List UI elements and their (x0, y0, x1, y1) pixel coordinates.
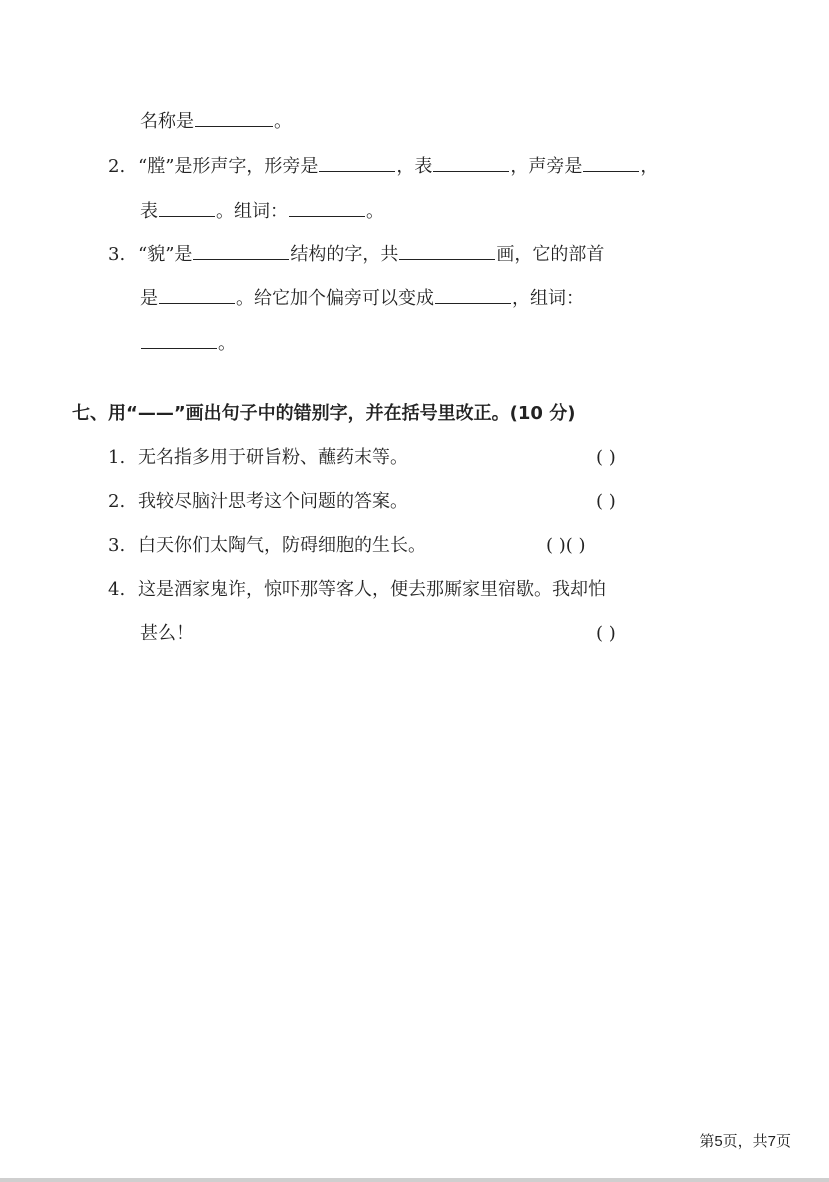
q2-text-e: 表 (140, 201, 158, 222)
s7-item-2 (108, 490, 408, 514)
q2-text-g: 。 (366, 201, 384, 222)
q3-line-2 (140, 285, 584, 309)
q1-continuation-line (140, 108, 292, 132)
page-number: 第5页，共7页 (699, 1133, 791, 1150)
s7-item-3-answer-paren[interactable]: ( )( ) (546, 535, 586, 556)
q3-blank-1[interactable] (193, 241, 289, 260)
q2-number: 2. (108, 156, 126, 177)
q2-text-f: 。组词： (216, 201, 288, 222)
s7-item-2-text: 我较尽脑汁思考这个问题的答案。 (138, 491, 408, 512)
q2-blank-2[interactable] (433, 153, 509, 172)
q3-text-b: 结构的字，共 (290, 244, 399, 265)
q3-line-3 (140, 330, 236, 354)
s7-item-2-number: 2. (108, 491, 126, 512)
q2-blank-5[interactable] (289, 198, 365, 217)
s7-item-4-text: 这是酒家鬼诈，惊吓那等客人，便去那厮家里宿歇。我却怕 (138, 579, 606, 600)
q1-text-b: 。 (274, 111, 292, 132)
q3-text-f: ，组词： (512, 288, 584, 309)
q2-blank-1[interactable] (319, 153, 395, 172)
q3-text-c: 画，它的部首 (496, 244, 605, 265)
s7-item-2-answer-paren[interactable]: ( ) (596, 491, 616, 512)
q1-blank[interactable] (195, 108, 273, 127)
q2-line-2 (140, 198, 384, 222)
q3-number: 3. (108, 244, 126, 265)
q3-blank-3[interactable] (159, 285, 235, 304)
q3-text-g: 。 (218, 333, 236, 354)
q3-text-e: 。给它加个偏旁可以变成 (236, 288, 434, 309)
q3-text-d: 是 (140, 288, 158, 309)
q2-text-b: ，表 (396, 156, 433, 177)
s7-item-1-answer-paren[interactable]: ( ) (596, 447, 616, 468)
s7-item-1-number: 1. (108, 447, 126, 468)
s7-item-4-line-2: 甚么！ (140, 623, 194, 644)
q3-line-1 (108, 241, 604, 265)
q2-line-1 (108, 153, 658, 177)
bottom-divider (0, 1178, 829, 1182)
q2-text-c: ，声旁是 (510, 156, 583, 177)
s7-item-3-number: 3. (108, 535, 126, 556)
s7-item-3 (108, 534, 426, 558)
s7-item-1 (108, 446, 408, 470)
q3-blank-4[interactable] (435, 285, 511, 304)
q2-text-a: “膛”是形声字，形旁是 (138, 156, 319, 177)
q3-blank-5[interactable] (141, 330, 217, 349)
s7-item-1-text: 无名指多用于研旨粉、蘸药末等。 (138, 447, 408, 468)
s7-item-4 (108, 578, 606, 602)
s7-item-3-text: 白天你们太陶气，防碍细胞的生长。 (138, 535, 426, 556)
q3-blank-2[interactable] (399, 241, 495, 260)
s7-item-4-number: 4. (108, 579, 126, 600)
q2-blank-3[interactable] (583, 153, 639, 172)
section7-title: 七、用“——”画出句子中的错别字，并在括号里改正。(10 分) (72, 403, 576, 424)
q3-text-a: “貌”是 (138, 244, 193, 265)
q1-text-a: 名称是 (140, 111, 194, 132)
q2-blank-4[interactable] (159, 198, 215, 217)
q2-text-d: ， (640, 156, 659, 177)
s7-item-4-answer-paren[interactable]: ( ) (596, 623, 616, 644)
